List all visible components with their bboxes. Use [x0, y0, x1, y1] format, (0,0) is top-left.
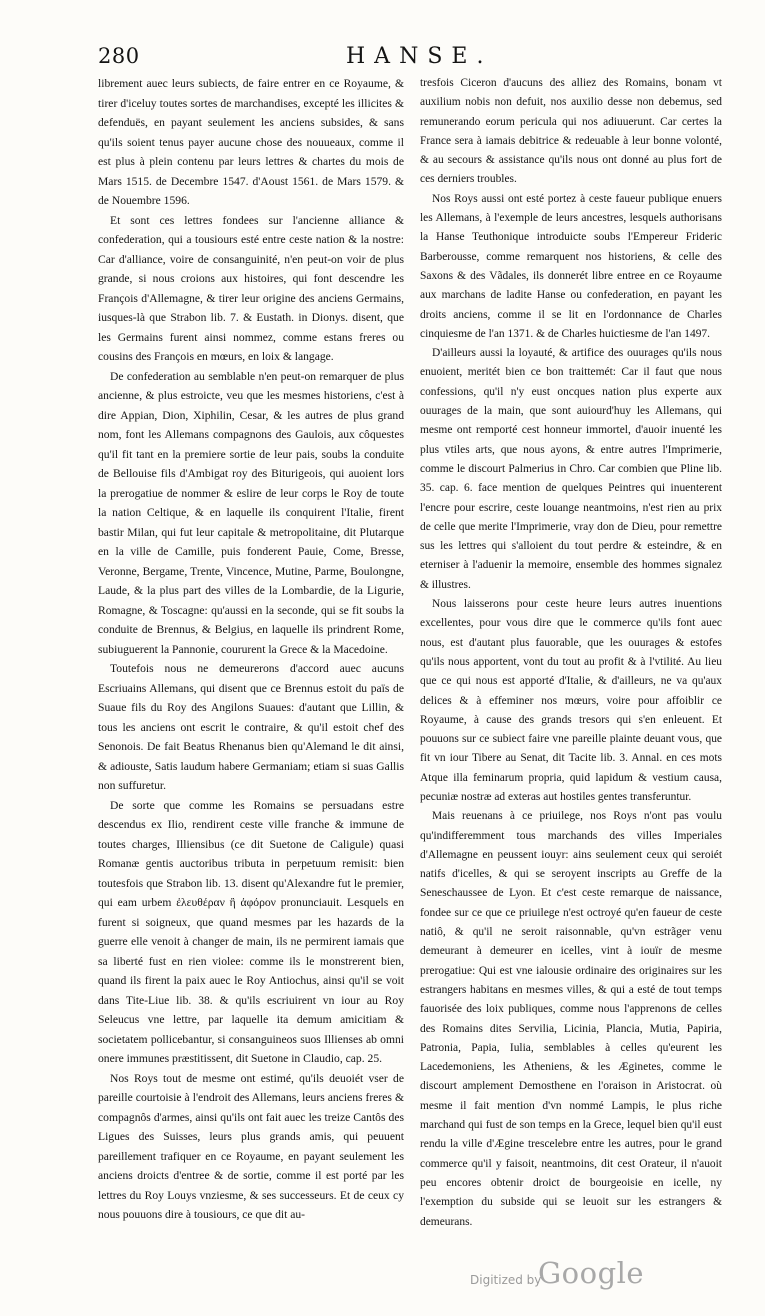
right-column: [420, 74, 722, 1232]
digitization-watermark: [470, 1256, 690, 1302]
paragraph: Et sont ces lettres fondees sur l'ancienne alliance & confederation, qui a tousiours esté entre ceste nation & la nostre: Car d'alliance, voire de consanguinité, n'en peut-on voir de plus grande, si nous croions aux histoires, qui font descendre les François d'Allemagne, & tirer leur origine des anciens Germains, iusques-là que Strabon lib. 7. & Eustath. in Dionys. disent, que les Germains furent ainsi nommez, comme estans freres ou cousins des François en mœurs, en loix & langage.: [98, 213, 404, 363]
paragraph: Nos Roys tout de mesme ont estimé, qu'ils deuoiét vser de pareille courtoisie à l'endroit des Allemans, leurs anciens freres & compagnôs d'armes, ainsi qu'ils ont fait auec les treize Cantôs des Ligues des Suisses, leurs plus grands amis, qui peuuent pareillement trafiquer en ce Royaume, en payant seulement les anciens droicts d'entree & de sortie, comme il est porté par les lettres du Roy Louys vnziesme, & ses successeurs. Et de ceux cy nous pouuons dire à tousiours, ce que dit au-: [98, 1071, 404, 1221]
left-column: [98, 74, 404, 1225]
paragraph: tresfois Ciceron d'aucuns des alliez des Romains, bonam vt auxilium nobis non defuit, nos auxilio desse non debemus, sed remunerando eorum pericula qui nos adiuuerunt. Car certes la France sera à iamais debitrice & redeuable à leur bonne volonté, & au secours & assistance qu'ils nous ont donné au plus fort de ces derniers troubles.: [420, 77, 722, 186]
paragraph: librement auec leurs subiects, de faire entrer en ce Royaume, & tirer d'iceluy toutes sortes de marchandises, excepté les illicites & defenduës, en payant seulement les anciens subsides, & sans qu'ils soient tenus payer aucune chose des nouueaux, comme il est plus à plein contenu par leurs lettres & chartes du mois de Mars 1515. de Decembre 1547. d'Aoust 1561. de Mars 1579. & de Nouembre 1596.: [98, 77, 404, 207]
page-number: 280: [98, 44, 140, 68]
page-header: [98, 44, 688, 72]
digitized-by-label: Digitized by: [470, 1273, 542, 1287]
paragraph: Nos Roys aussi ont esté portez à ceste faueur publique enuers les Allemans, à l'exemple de leurs ancestres, lesquels authorisans la Hanse Teuthonique introduicte soubs l'Empereur Frideric Barberousse, comme remarquent nos historiens, & celle des Saxons & des Vãdales, ils donnerét libre entree en ce Royaume aux marchans de ladite Hanse ou confederation, en payant les droits anciens, comme il se lit en l'ordonnance de Charles cinquiesme de l'an 1371. & de Charles huictiesme de l'an 1497.: [420, 192, 722, 340]
running-head: HANSE.: [346, 44, 493, 69]
paragraph: Nous laisserons pour ceste heure leurs autres inuentions excellentes, pour vous dire que le commerce qu'ils font auec nous, est d'autant plus fauorable, que les ouurages & estofes qu'ils nous apportent, vont du tout au profit & à l'vtilité. Au lieu que ce qui nous est apporté d'Italie, & d'ailleurs, ne va qu'aux delices & à effeminer nos mœurs, voire pour affoiblir ce Royaume, à cause des grands tresors qui s'en enleuent. Et pouuons sur ce subiect faire vne pareille plainte deuant vous, que fit vn iour Tibere au Senat, dit Tacite lib. 3. Annal. en ces mots Atque illa feminarum propria, quid lapidum & vestium causa, pecuniæ nostræ ad exteras aut hostiles gentes transferuntur.: [420, 598, 722, 803]
google-logo: Google: [538, 1256, 645, 1290]
paragraph: De confederation au semblable n'en peut-on remarquer de plus ancienne, & plus estroicte, veu que les mesmes historiens, c'est à dire Appian, Dion, Xiphilin, Cesar, & les autres de plus grand nom, font les Allemans compagnons des Gaulois, aux côquestes qu'il fit tant en la premiere sortie de leur pais, soubs la conduite de Bellouise fils d'Ambigat roy des Biturigeois, qui auoient lors la prerogatiue de nommer & eslire de leur corps le Roy de toute la nation Celtique, & en laquelle ils conquirent l'Italie, firent bastir Milan, qui fut leur capitale & metropolitaine, dit Plutarque en la ville de Camille, puis fonderent Pauie, Come, Bresse, Veronne, Bergame, Trente, Vincence, Mutine, Parme, Boulongne, Laude, & la plus part des villes de la Lombardie, de la Ligurie, Romagne, & Toscagne: qu'aussi en la seconde, qui se fit soubs la conduite de Brennus, & Belgius, en laquelle ils prindrent Rome, subiuguerent la Pannonie, coururent la Grece & la Macedoine.: [98, 369, 404, 656]
paragraph: De sorte que comme les Romains se persuadans estre descendus ex Ilio, rendirent ceste ville franche & immune de toutes charges, Illiensibus (ce dit Suetone de Caligule) quasi Romanæ gentis auctoribus tributa in perpetuum remisit: bien toutesfois que Strabon lib. 13. disent qu'Alexandre fut le premier, qui eam urbem ἐλευθέραν ἢ ἀφόρον pronunciauit. Lesquels en furent si soigneux, que quand mesmes par les hazards de la guerre elle venoit à changer de main, ils ne permirent iamais que sa liberté fust en rien violee: comme ils le monstrerent bien, quand ils firent la paix auec le Roy Antiochus, ainsi qu'il se voit dans Tite-Liue lib. 38. & qu'ils escriuirent vn iour au Roy Seleucus vne lettre, par laquelle ita demum amicitiam & societatem pollicebantur, si consanguineos suos Illienses ab omni onere immunes præstitissent, dit Suetone in Claudio, cap. 25.: [98, 798, 404, 1065]
paragraph: D'ailleurs aussi la loyauté, & artifice des ouurages qu'ils nous enuoient, meritét bien ce bon traittemét: Car il faut que nous confessions, qu'il n'y eust oncques nation plus experte aux ouurages de la main, que sont auiourd'huy les Allemans, qui mesme ont remporté cest honneur immortel, d'auoir inuenté les plus vtiles arts, que nous ayons, & entre autres l'Imprimerie, comme le discourt Palmerius in Chro. Car combien que Pline lib. 35. cap. 6. face mention de quelques Peintres qui inuenterent l'encre pour escrire, ceste louange neantmoins, n'est rien au prix de celle que merite l'Imprimerie, vray don de Dieu, pour remettre sus les lettres qui s'alloient du tout perdre & esteindre, & en eterniser à l'aduenir la memoire, ensemble des hommes signalez & illustres.: [420, 347, 722, 591]
paragraph: Toutefois nous ne demeurerons d'accord auec aucuns Escriuains Allemans, qui disent que ce Brennus estoit du païs de Suaue fils du Roy des Angilons Suaues: d'autant que Lillin, & tous les anciens ont escrit le contraire, & qu'il estoit chef des Senonois. De fait Beatus Rhenanus bien qu'Alemand le dit ainsi, & adiouste, Satis laudum habere Germaniam; etiam si suas Gallis non suffuretur.: [98, 662, 404, 792]
paragraph: Mais reuenans à ce priuilege, nos Roys n'ont pas voulu qu'indifferemment tous marchands des villes Imperiales d'Allemagne en peussent iouyr: ains seulement ceux qui seroiét natifs d'icelles, & qui se seroyent inscripts au Greffe de la Seneschaussee de Lyon. Et c'est ceste remarque de naissance, fondee sur ce que ce priuilege n'est octroyé qu'en faueur de ceste natiô, & qu'il ne seroit raisonnable, qu'vn estrãger venu demeurant à demeurer en icelles, vint à iouïr de mesme prerogatiue: Qui est vne ialousie ordinaire des originaires sur les estrangers habitans en mesmes villes, & qui a esté de tout temps fauorisée des loix publiques, comme nous l'apprenons de celles des Romains dites Servilia, Licinia, Plancia, Mutia, Papiria, Patronia, Papia, Iulia, semblables à celles qu'eurent les Lacedemoniens, les Atheniens, & les Æginetes, comme le discourt amplement Demosthene en l'oraison in Aristocrat. où mesme il fait mention d'vn nommé Lampis, le plus riche marchand qui fust de son temps en la Grece, lequel bien qu'il eust rendu la ville d'Ægine trescelebre entre les autres, pour le grand commerce qu'il y faisoit, neantmoins, dit cest Orateur, il n'auoit peu encores obtenir droict de bourgeoisie en icelle, ny l'exemption du subside qui se leuoit sur les estrangers & demeurans.: [420, 810, 722, 1228]
